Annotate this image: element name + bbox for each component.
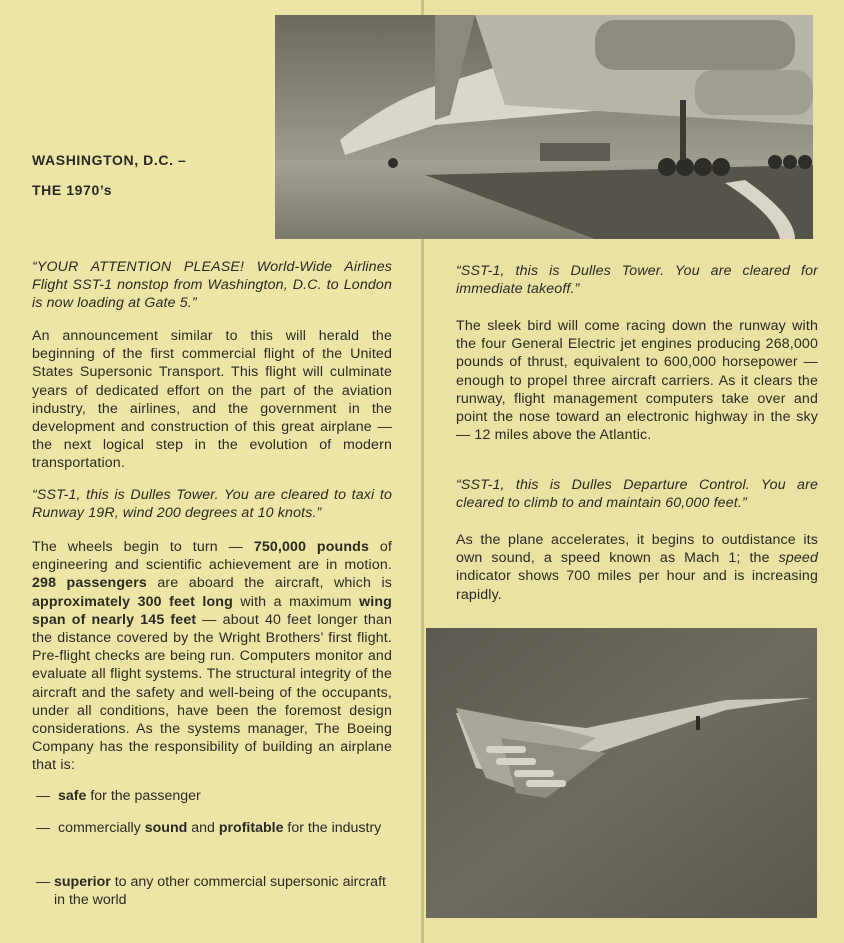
boarding-announcement-quote: “YOUR ATTENTION PLEASE! World-Wide Airlines Flight SST-1 nonstop from Washington, D.C. to London is now loading at Gate 5.” — [32, 259, 392, 312]
emphasized-text: safe — [58, 788, 87, 804]
text-segment: of engineering and scientific achievement are in motion. — [32, 539, 392, 574]
takeoff-clearance-quote: “SST-1, this is Dulles Tower. You are cleared for immediate takeoff.” — [456, 263, 818, 298]
emphasized-text: superior — [54, 874, 111, 890]
text-segment: indicator shows 700 miles per hour and is increasing rapidly. — [456, 568, 818, 603]
emphasized-text: approximately 300 feet long — [32, 593, 233, 610]
sst-on-runway-illustration — [275, 15, 813, 239]
text-segment: The wheels begin to turn — — [32, 539, 254, 555]
dash-marker: — — [36, 788, 51, 804]
era-heading: THE 1970’s — [32, 182, 113, 198]
dash-marker: — — [36, 874, 51, 890]
text-segment: with a maximum — [232, 593, 360, 610]
requirement-text — [54, 873, 396, 909]
emphasized-text: 298 passengers — [32, 575, 147, 592]
emphasized-text: profitable — [218, 820, 284, 836]
location-heading: WASHINGTON, D.C. – — [32, 152, 187, 168]
text-segment: commercially — [58, 820, 145, 836]
taxi-clearance-quote: “SST-1, this is Dulles Tower. You are cleared to taxi to Runway 19R, wind 200 degrees at 10 knots.” — [32, 487, 392, 522]
text-segment: speed — [778, 550, 818, 567]
text-segment: to any other commercial supersonic aircraft in the world — [54, 874, 386, 909]
climb-clearance-quote: “SST-1, this is Dulles Departure Control. You are cleared to climb to and maintain 60,000 feet.” — [456, 477, 818, 512]
text-segment: The sleek bird will come racing down the runway with the four General Electric jet engines producing 268,000 pounds of thrust, equivalent to 600,000 horsepower — enough to propel three aircraft carriers. As it clears the runway, flight management computers take over and point the nose toward an electronic highway in the sky — 12 miles above the Atlantic. — [456, 318, 818, 444]
requirement-item — [36, 873, 396, 909]
requirement-text — [58, 787, 396, 805]
text-segment: As the plane accelerates, it begins to outdistance its own sound, a speed known as Mach 1; the — [456, 532, 818, 567]
emphasized-text: 750,000 pounds — [253, 539, 370, 555]
text-segment: for the passenger — [86, 788, 201, 804]
requirement-text — [58, 819, 396, 837]
text-segment: — about 40 feet longer than the distance covered by the Wright Brothers’ first flight. Pre-flight checks are being run. Computers monitor and evaluate all flight systems. The structural integrity of the aircraft and the safety and well-being of the occupants, under all conditions, have been the foremost design considerations. As the systems manager, The Boeing Company has the responsibility of building an airplane that is: — [32, 611, 392, 774]
aircraft-facts-paragraph — [32, 538, 392, 775]
text-segment: for the industry — [283, 820, 382, 836]
requirement-item — [36, 819, 396, 837]
emphasized-text: wing span of nearly 145 feet — [32, 593, 392, 628]
takeoff-paragraph — [456, 317, 818, 444]
emphasized-text: sound — [144, 820, 188, 836]
mach-paragraph — [456, 531, 818, 604]
text-segment: are aboard the aircraft, which is — [146, 575, 393, 592]
intro-paragraph — [32, 327, 392, 473]
dash-marker: — — [36, 820, 51, 836]
text-segment: and — [187, 820, 219, 836]
text-segment: An announcement similar to this will herald the beginning of the first commercial flight of the United States Supersonic Transport. This flight will culminate years of dedicated effort on the part of the aviation industry, the airlines, and the government in the development and construction of this great airplane — the next logical step in the evolution of modern transportation. — [32, 328, 392, 472]
sst-in-flight-photo — [426, 628, 817, 918]
requirement-item — [36, 787, 396, 805]
